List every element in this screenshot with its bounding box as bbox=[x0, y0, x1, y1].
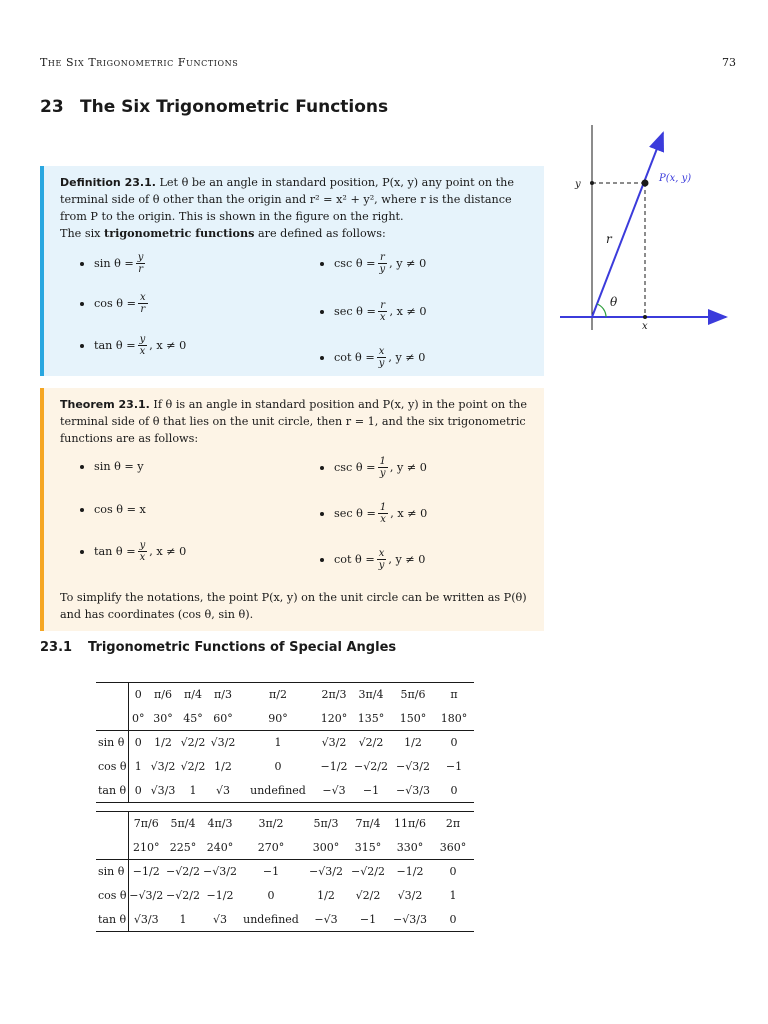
def-cot-cond: , y ≠ 0 bbox=[388, 351, 426, 364]
def-sin-formula bbox=[80, 252, 147, 275]
radian-cell: 7π/6 bbox=[133, 817, 159, 831]
value-cell: undefined bbox=[250, 783, 306, 797]
value-cell: −1/2 bbox=[396, 865, 424, 879]
radian-cell: 2π/3 bbox=[321, 688, 347, 702]
degree-row bbox=[96, 836, 474, 860]
x-tick-dot bbox=[643, 315, 647, 319]
row-label: tan θ bbox=[96, 908, 128, 932]
definition-paragraph bbox=[60, 174, 530, 225]
thm-sin-formula bbox=[80, 458, 144, 475]
subsection-number: 23.1 bbox=[40, 640, 73, 655]
thm-tan-formula bbox=[80, 540, 186, 563]
thm-csc-den: y bbox=[379, 468, 386, 479]
tan-row bbox=[96, 779, 474, 803]
value-cell: 1 bbox=[274, 736, 282, 750]
value-cell: √3/2 bbox=[321, 736, 347, 750]
value-cell: −√3/2 bbox=[309, 865, 343, 879]
definition-text: Let θ be an angle in standard position, P(x, y) any point on the terminal side of θ other than the origin and r² = x² + y², where r is the distance from P to the origin. This is shown in the figure on the right. bbox=[60, 176, 514, 223]
thm-cot-formula bbox=[320, 548, 425, 571]
value-cell: −1/2 bbox=[206, 889, 234, 902]
degree-cell: 135° bbox=[357, 711, 385, 725]
cos-row bbox=[96, 884, 474, 908]
section-title bbox=[40, 97, 388, 117]
degree-cell: 240° bbox=[206, 840, 234, 854]
value-cell: −1/2 bbox=[132, 865, 160, 879]
value-cell: −√3/2 bbox=[203, 865, 237, 879]
def-cos-lhs: cos θ = bbox=[94, 297, 136, 310]
def-sec-den: x bbox=[379, 312, 386, 323]
value-cell: √3 bbox=[212, 912, 227, 926]
def-csc-num: r bbox=[379, 252, 385, 263]
theorem-text: If θ is an angle in standard position and P(x, y) in the point on the terminal side of θ that lies on the unit circle, then r = 1, and the six trigonometric functions are as follows: bbox=[60, 398, 527, 445]
value-cell: −√2/2 bbox=[354, 760, 388, 773]
thm-tan-lhs: tan θ = bbox=[94, 545, 136, 558]
value-cell: √2/2 bbox=[180, 760, 206, 773]
theorem-box bbox=[40, 388, 544, 631]
bullet bbox=[80, 302, 84, 306]
definition-keyword: trigonometric functions bbox=[104, 226, 255, 240]
value-cell: √2/2 bbox=[180, 736, 206, 750]
def-csc-frac bbox=[378, 252, 388, 275]
r-label: r bbox=[606, 232, 612, 246]
thm-csc-num: 1 bbox=[379, 456, 386, 467]
value-cell: 0 bbox=[449, 865, 457, 879]
def-csc-formula bbox=[320, 252, 426, 275]
radian-cell: 11π/6 bbox=[394, 817, 426, 831]
degree-cell: 315° bbox=[354, 840, 382, 854]
value-cell: −√3/3 bbox=[396, 783, 430, 797]
value-cell: 1/2 bbox=[214, 760, 232, 773]
degree-cell: 150° bbox=[399, 711, 427, 725]
radian-cell: 7π/4 bbox=[355, 817, 381, 831]
value-cell: 0 bbox=[134, 783, 142, 797]
value-cell: 0 bbox=[134, 736, 142, 750]
value-cell: 0 bbox=[449, 912, 457, 926]
def-sec-num: r bbox=[380, 300, 386, 311]
def-cot-formula bbox=[320, 346, 425, 369]
value-cell: 0 bbox=[450, 736, 458, 750]
thm-sec-lhs: sec θ = bbox=[334, 507, 376, 520]
bullet bbox=[80, 550, 84, 554]
sin-row bbox=[96, 731, 474, 755]
value-cell: −1 bbox=[445, 760, 463, 773]
tan-row bbox=[96, 908, 474, 932]
value-cell: √3/3 bbox=[133, 912, 159, 926]
thm-tan-num: y bbox=[139, 540, 146, 551]
degree-cell: 330° bbox=[396, 840, 424, 854]
def-csc-den: y bbox=[379, 264, 386, 275]
terminal-side-ray bbox=[592, 133, 663, 317]
radian-cell: π/6 bbox=[154, 688, 172, 702]
degree-cell: 45° bbox=[183, 711, 203, 725]
theta-label: θ bbox=[610, 295, 618, 309]
y-tick-dot bbox=[590, 181, 594, 185]
radian-row bbox=[96, 812, 474, 836]
running-title: The Six Trigonometric Functions bbox=[40, 56, 239, 69]
def-tan-frac bbox=[138, 334, 148, 357]
degree-cell: 210° bbox=[133, 840, 160, 854]
def-cot-lhs: cot θ = bbox=[334, 351, 375, 364]
def-tan-num: y bbox=[139, 334, 146, 345]
point-p bbox=[642, 180, 649, 187]
definition-intro-a: The six bbox=[60, 227, 105, 240]
value-cell: −√2/2 bbox=[166, 889, 200, 902]
degree-cell: 0° bbox=[132, 711, 145, 725]
thm-cot-frac bbox=[377, 548, 387, 571]
radian-cell: 5π/3 bbox=[313, 817, 339, 831]
thm-csc-cond: , y ≠ 0 bbox=[389, 461, 427, 474]
radian-row bbox=[96, 683, 474, 707]
point-label: P(x, y) bbox=[659, 173, 692, 184]
thm-cot-lhs: cot θ = bbox=[334, 553, 375, 566]
bullet bbox=[80, 508, 84, 512]
definition-intro-b: are defined as follows: bbox=[254, 227, 386, 240]
degree-cell: 60° bbox=[213, 711, 233, 725]
bullet bbox=[320, 512, 324, 516]
def-csc-cond: , y ≠ 0 bbox=[389, 257, 427, 270]
thm-cot-num: x bbox=[378, 548, 385, 559]
value-cell: 1/2 bbox=[404, 736, 422, 750]
value-cell: −√3 bbox=[322, 783, 346, 797]
running-header bbox=[40, 56, 736, 69]
bullet bbox=[80, 262, 84, 266]
degree-cell: 225° bbox=[169, 840, 197, 854]
row-label: cos θ bbox=[96, 884, 128, 908]
def-sin-den: r bbox=[138, 264, 143, 275]
def-tan-formula bbox=[80, 334, 186, 357]
degree-cell: 30° bbox=[153, 711, 173, 725]
def-cos-den: r bbox=[140, 304, 146, 315]
bullet bbox=[320, 356, 324, 360]
value-cell: undefined bbox=[243, 912, 299, 926]
value-cell: √3/2 bbox=[397, 889, 423, 902]
angle-arc bbox=[597, 304, 606, 317]
degree-cell: 180° bbox=[440, 711, 468, 725]
thm-csc-formula bbox=[320, 456, 427, 479]
value-cell: 0 bbox=[267, 889, 275, 902]
thm-tan-cond: , x ≠ 0 bbox=[149, 545, 187, 558]
value-cell: −1 bbox=[362, 783, 380, 797]
def-sec-lhs: sec θ = bbox=[334, 305, 376, 318]
def-tan-den: x bbox=[139, 346, 146, 357]
thm-csc-frac bbox=[378, 456, 388, 479]
cos-row bbox=[96, 755, 474, 779]
value-cell: √3/2 bbox=[210, 736, 236, 750]
value-cell: −√3 bbox=[314, 912, 338, 926]
radian-cell: 3π/2 bbox=[258, 817, 284, 831]
value-cell: √3 bbox=[215, 783, 230, 797]
value-cell: −√3/3 bbox=[393, 912, 427, 926]
value-cell: −1 bbox=[262, 865, 280, 879]
value-cell: 1/2 bbox=[317, 889, 335, 902]
value-cell: 1/2 bbox=[154, 736, 172, 750]
page-number: 73 bbox=[722, 56, 736, 69]
thm-cos-text: cos θ = x bbox=[94, 503, 146, 516]
value-cell: √2/2 bbox=[358, 736, 384, 750]
radian-cell: π bbox=[450, 688, 458, 702]
theorem-paragraph bbox=[60, 396, 530, 447]
def-cos-formula bbox=[80, 292, 150, 315]
radian-cell: 2π bbox=[445, 817, 461, 831]
bullet bbox=[320, 466, 324, 470]
def-tan-lhs: tan θ = bbox=[94, 339, 136, 352]
section-number: 23 bbox=[40, 97, 64, 117]
thm-csc-lhs: csc θ = bbox=[334, 461, 376, 474]
value-cell: −√2/2 bbox=[166, 865, 200, 879]
value-cell: 1 bbox=[449, 889, 457, 902]
value-cell: √2/2 bbox=[355, 889, 381, 902]
radian-cell: π/3 bbox=[214, 688, 232, 702]
value-cell: 0 bbox=[450, 783, 458, 797]
value-cell: 1 bbox=[179, 912, 187, 926]
degree-cell: 360° bbox=[439, 840, 467, 854]
row-label: sin θ bbox=[96, 860, 128, 884]
bullet bbox=[320, 310, 324, 314]
row-label: cos θ bbox=[96, 755, 128, 779]
thm-sec-den: x bbox=[380, 514, 386, 525]
def-sin-lhs: sin θ = bbox=[94, 257, 134, 270]
thm-sec-cond: , x ≠ 0 bbox=[390, 507, 428, 520]
theorem-label: Theorem 23.1. bbox=[60, 398, 150, 411]
value-cell: −√3/2 bbox=[129, 889, 164, 902]
definition-label: Definition 23.1. bbox=[60, 176, 156, 189]
thm-sec-num: 1 bbox=[379, 502, 387, 513]
row-label: tan θ bbox=[96, 779, 128, 803]
def-csc-lhs: csc θ = bbox=[334, 257, 376, 270]
thm-sec-formula bbox=[320, 502, 427, 525]
x-label: x bbox=[642, 321, 648, 330]
def-sec-frac bbox=[378, 300, 388, 323]
degree-cell: 120° bbox=[320, 711, 348, 725]
def-cos-num: x bbox=[139, 292, 146, 303]
subsection-title-text: Trigonometric Functions of Special Angles bbox=[88, 640, 397, 655]
y-label: y bbox=[575, 179, 581, 190]
def-sec-formula bbox=[320, 300, 427, 323]
degree-cell: 300° bbox=[312, 840, 340, 854]
row-label: sin θ bbox=[96, 731, 128, 755]
thm-cot-cond: , y ≠ 0 bbox=[388, 553, 426, 566]
value-cell: 1 bbox=[189, 783, 197, 797]
special-angles-table-1 bbox=[96, 682, 474, 803]
value-cell: −1 bbox=[359, 912, 377, 926]
special-angles-table-2 bbox=[96, 811, 474, 932]
subsection-title bbox=[40, 640, 396, 655]
def-cot-frac bbox=[377, 346, 387, 369]
radian-cell: 0 bbox=[134, 688, 142, 702]
thm-cot-den: y bbox=[378, 560, 385, 571]
value-cell: 0 bbox=[274, 760, 282, 773]
value-cell: √3/2 bbox=[150, 760, 176, 773]
definition-intro bbox=[60, 225, 530, 242]
radian-cell: 3π/4 bbox=[358, 688, 384, 702]
sin-row bbox=[96, 860, 474, 884]
angle-figure bbox=[560, 120, 736, 330]
thm-tan-den: x bbox=[139, 552, 146, 563]
thm-sec-frac bbox=[378, 502, 388, 525]
degree-row bbox=[96, 707, 474, 731]
bullet bbox=[320, 262, 324, 266]
def-cos-frac bbox=[138, 292, 148, 315]
def-cot-den: y bbox=[378, 358, 385, 369]
def-sin-frac bbox=[136, 252, 146, 275]
radian-cell: 5π/4 bbox=[170, 817, 196, 831]
def-sin-num: y bbox=[137, 252, 144, 263]
radian-cell: π/2 bbox=[269, 688, 287, 702]
value-cell: −1/2 bbox=[320, 760, 348, 773]
value-cell: 1 bbox=[134, 760, 142, 773]
bullet bbox=[80, 465, 84, 469]
def-cot-num: x bbox=[378, 346, 385, 357]
thm-tan-frac bbox=[138, 540, 148, 563]
radian-cell: 4π/3 bbox=[207, 817, 233, 831]
definition-box bbox=[40, 166, 544, 376]
value-cell: −√3/2 bbox=[396, 760, 430, 773]
theorem-closing: To simplify the notations, the point P(x, y) on the unit circle can be written as P(θ) and has coordinates (cos θ, sin θ). bbox=[60, 591, 527, 621]
value-cell: −√2/2 bbox=[351, 865, 385, 879]
thm-sin-text: sin θ = y bbox=[94, 460, 144, 473]
value-cell: √3/3 bbox=[150, 783, 176, 797]
section-title-text: The Six Trigonometric Functions bbox=[80, 97, 389, 117]
bullet bbox=[320, 558, 324, 562]
thm-cos-formula bbox=[80, 501, 146, 518]
def-tan-cond: , x ≠ 0 bbox=[149, 339, 187, 352]
degree-cell: 270° bbox=[257, 840, 285, 854]
radian-cell: π/4 bbox=[184, 688, 202, 702]
radian-cell: 5π/6 bbox=[400, 688, 426, 702]
bullet bbox=[80, 344, 84, 348]
degree-cell: 90° bbox=[268, 711, 288, 725]
def-sec-cond: , x ≠ 0 bbox=[389, 305, 427, 318]
